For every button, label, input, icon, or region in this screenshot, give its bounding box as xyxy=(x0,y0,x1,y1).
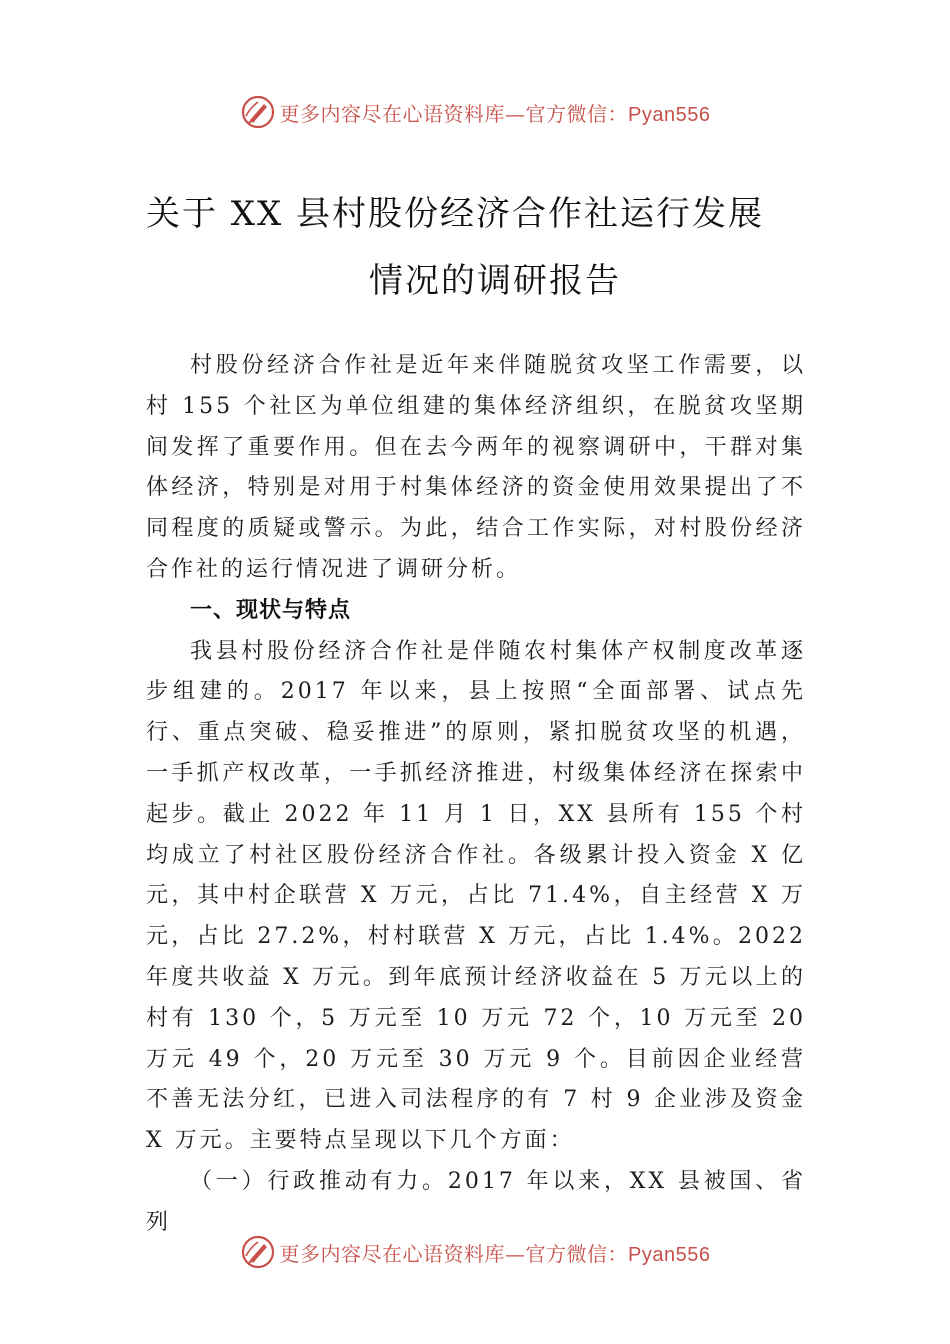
pen-logo-icon xyxy=(240,94,276,130)
wechat-id: Pyan556 xyxy=(628,1243,711,1266)
watermark-banner-bottom xyxy=(0,1232,950,1272)
document-body xyxy=(146,346,806,1244)
subsection-paragraph: （一）行政推动有力。2017 年以来，XX 县被国、省列 xyxy=(146,1168,806,1235)
document-title-line2: 情况的调研报告 xyxy=(369,261,621,301)
section-paragraph: 我县村股份经济合作社是伴随农村集体产权制度改革逐步组建的。2017 年以来，县上按照“全面部署、试点先行、重点突破、稳妥推进”的原则，紧扣脱贫攻坚的机遇，一手抓产权改革，一手抓经济推进，村级集体经济在探索中起步。截止 2022 年 11 月 1 日，XX 县所有 155 个村均成立了村社区股份经济合作社。各级累计投入资金 X 亿元，其中村企联营 X 万元，占比 71.4%，自主经营 X 万元，占比 27.2%，村村联营 X 万元，占比 1.4%。2022 年度共收益 X 万元。到年底预计经济收益在 5 万元以上的村有 130 个，5 万元至 10 万元 72 个，10 万元至 20 万元 49 个，20 万元至 30 万元 9 个。目前因企业经营不善无法分红，已进入司法程序的有 7 村 9 企业涉及资金 X 万元。主要特点呈现以下几个方面： xyxy=(146,638,806,1154)
wechat-id: Pyan556 xyxy=(628,103,711,126)
watermark-text: 更多内容尽在心语资料库—官方微信：Pyan556 xyxy=(279,101,711,126)
intro-paragraph: 村股份经济合作社是近年来伴随脱贫攻坚工作需要，以村 155 个社区为单位组建的集体经济组织，在脱贫攻坚期间发挥了重要作用。但在去今两年的视察调研中，干群对集体经济，特别是对用于村集体经济的资金使用效果提出了不同程度的质疑或警示。为此，结合工作实际，对村股份经济合作社的运行情况进了调研分析。 xyxy=(146,353,806,582)
section-heading: 一、现状与特点 xyxy=(190,597,352,623)
watermark-banner-top xyxy=(0,92,950,132)
watermark-text: 更多内容尽在心语资料库—官方微信：Pyan556 xyxy=(279,1241,711,1266)
pen-logo-icon xyxy=(240,1234,276,1270)
document-title-line1: 关于 XX 县村股份经济合作社运行发展 xyxy=(145,194,765,234)
